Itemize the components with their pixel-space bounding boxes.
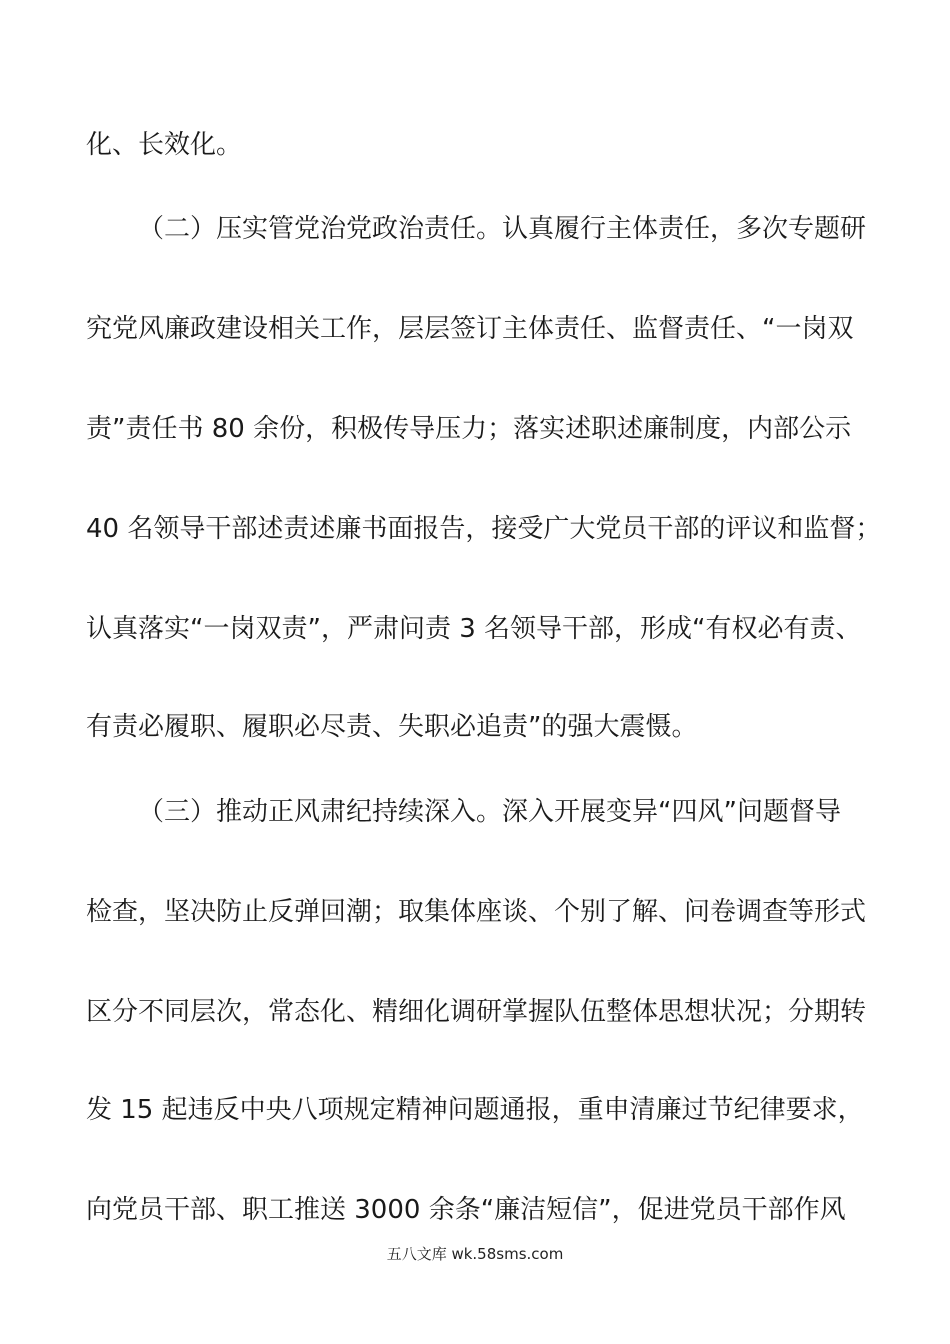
footer-watermark: 五八文库 wk.58sms.com: [386, 1245, 564, 1263]
text-line-1: 化、长效化。: [86, 130, 243, 160]
text-line-7: 有责必履职、履职必尽责、失职必追责”的强大震慑。: [86, 712, 698, 742]
text-line-6: 认真落实“一岗双责”，严肃问责 3 名领导干部，形成“有权必有责、: [86, 614, 862, 644]
text-line-2: （二）压实管党治党政治责任。认真履行主体责任，多次专题研: [138, 214, 867, 244]
text-line-9: 检查，坚决防止反弹回潮；取集体座谈、个别了解、问卷调查等形式: [86, 897, 867, 927]
text-line-12: 向党员干部、职工推送 3000 余条“廉洁短信”，促进党员干部作风: [86, 1195, 846, 1225]
text-line-5: 40 名领导干部述责述廉书面报告，接受广大党员干部的评议和监督；: [86, 514, 882, 544]
text-line-8: （三）推动正风肃纪持续深入。深入开展变异“四风”问题督导: [138, 797, 841, 827]
text-line-3: 究党风廉政建设相关工作，层层签订主体责任、监督责任、“一岗双: [86, 314, 854, 344]
text-line-4: 责”责任书 80 余份，积极传导压力；落实述职述廉制度，内部公示: [86, 414, 852, 444]
text-line-10: 区分不同层次，常态化、精细化调研掌握队伍整体思想状况；分期转: [86, 997, 867, 1027]
text-line-11: 发 15 起违反中央八项规定精神问题通报，重申清廉过节纪律要求，: [86, 1095, 864, 1125]
